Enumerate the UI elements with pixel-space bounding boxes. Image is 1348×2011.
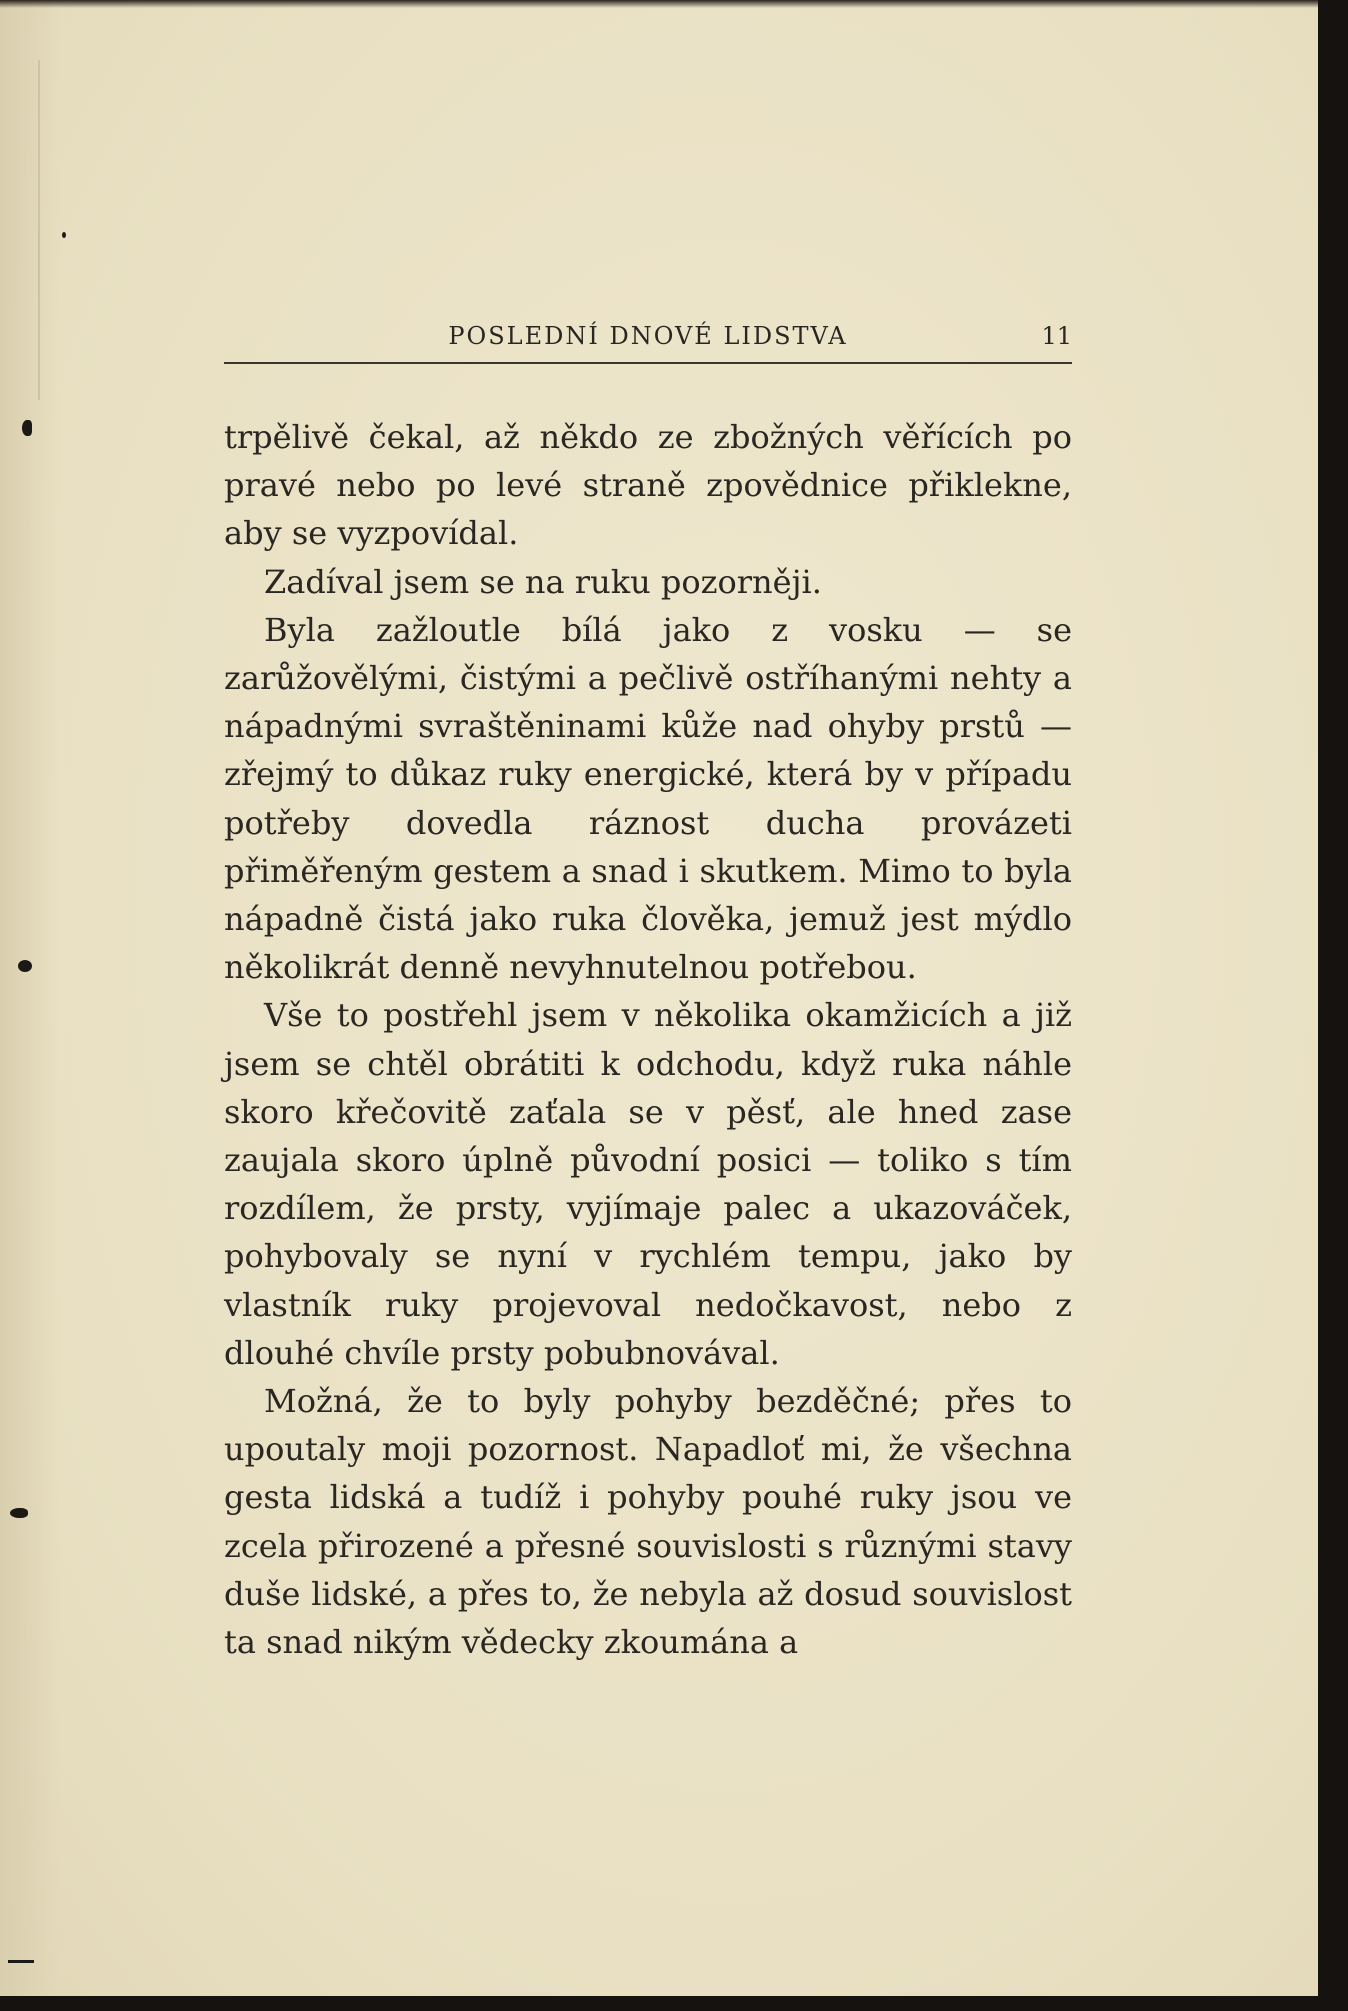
paragraph: trpělivě čekal, až někdo ze zbožných věřících po pravé nebo po levé straně zpovědnice přiklekne, aby se vyzpovídal. xyxy=(224,418,1072,553)
page-right-edge xyxy=(1318,0,1348,2011)
binding-mark xyxy=(62,232,66,238)
running-title: POSLEDNÍ DNOVÉ LIDSTVA xyxy=(448,322,848,350)
running-header xyxy=(224,322,1072,358)
page-number: 11 xyxy=(1041,322,1072,350)
page-bottom-edge xyxy=(0,1996,1348,2011)
binding-mark xyxy=(8,1960,34,1963)
binding-mark xyxy=(18,960,32,972)
paragraph: Vše to postřehl jsem v několika okamžicích a již jsem se chtěl obrátiti k odchodu, když ruka náhle skoro křečovitě zaťala se v pěsť, ale hned zase zaujala skoro úplně původní posici — toliko s tím rozdílem, že prsty, vyjímaje palec a ukazováček, pohybovaly se nyní v rychlém tempu, jako by vlastník ruky projevoval nedočkavost, nebo z dlouhé chvíle prsty pobubnovával. xyxy=(224,996,1072,1372)
binding-mark xyxy=(38,60,40,400)
page-top-edge xyxy=(0,0,1318,8)
paragraph: Zadíval jsem se na ruku pozorněji. xyxy=(264,562,822,601)
spine-shadow xyxy=(0,0,60,1996)
header-rule xyxy=(224,362,1072,364)
paragraph: Byla zažloutle bílá jako z vosku — se zarůžovělými, čistými a pečlivě ostříhanými nehty a nápadnými svraštěninami kůže nad ohyby prstů — zřejmý to důkaz ruky energické, která by v případu potřeby dovedla ráznost ducha provázeti přiměřeným gestem a snad i skutkem. Mimo to byla nápadně čistá jako ruka člověka, jemuž jest mýdlo několikrát denně nevyhnutelnou potřebou. xyxy=(224,610,1072,987)
body-text xyxy=(224,413,1072,1666)
paragraph: Možná, že to byly pohyby bezděčné; přes to upoutaly moji pozornost. Napadloť mi, že všechna gesta lidská a tudíž i pohyby pouhé ruky jsou ve zcela přirozené a přesné souvislosti s různými stavy duše lidské, a přes to, že nebyla až dosud souvislost ta snad nikým vědecky zkoumána a xyxy=(224,1382,1072,1662)
binding-mark xyxy=(10,1508,28,1518)
binding-mark xyxy=(22,420,32,436)
